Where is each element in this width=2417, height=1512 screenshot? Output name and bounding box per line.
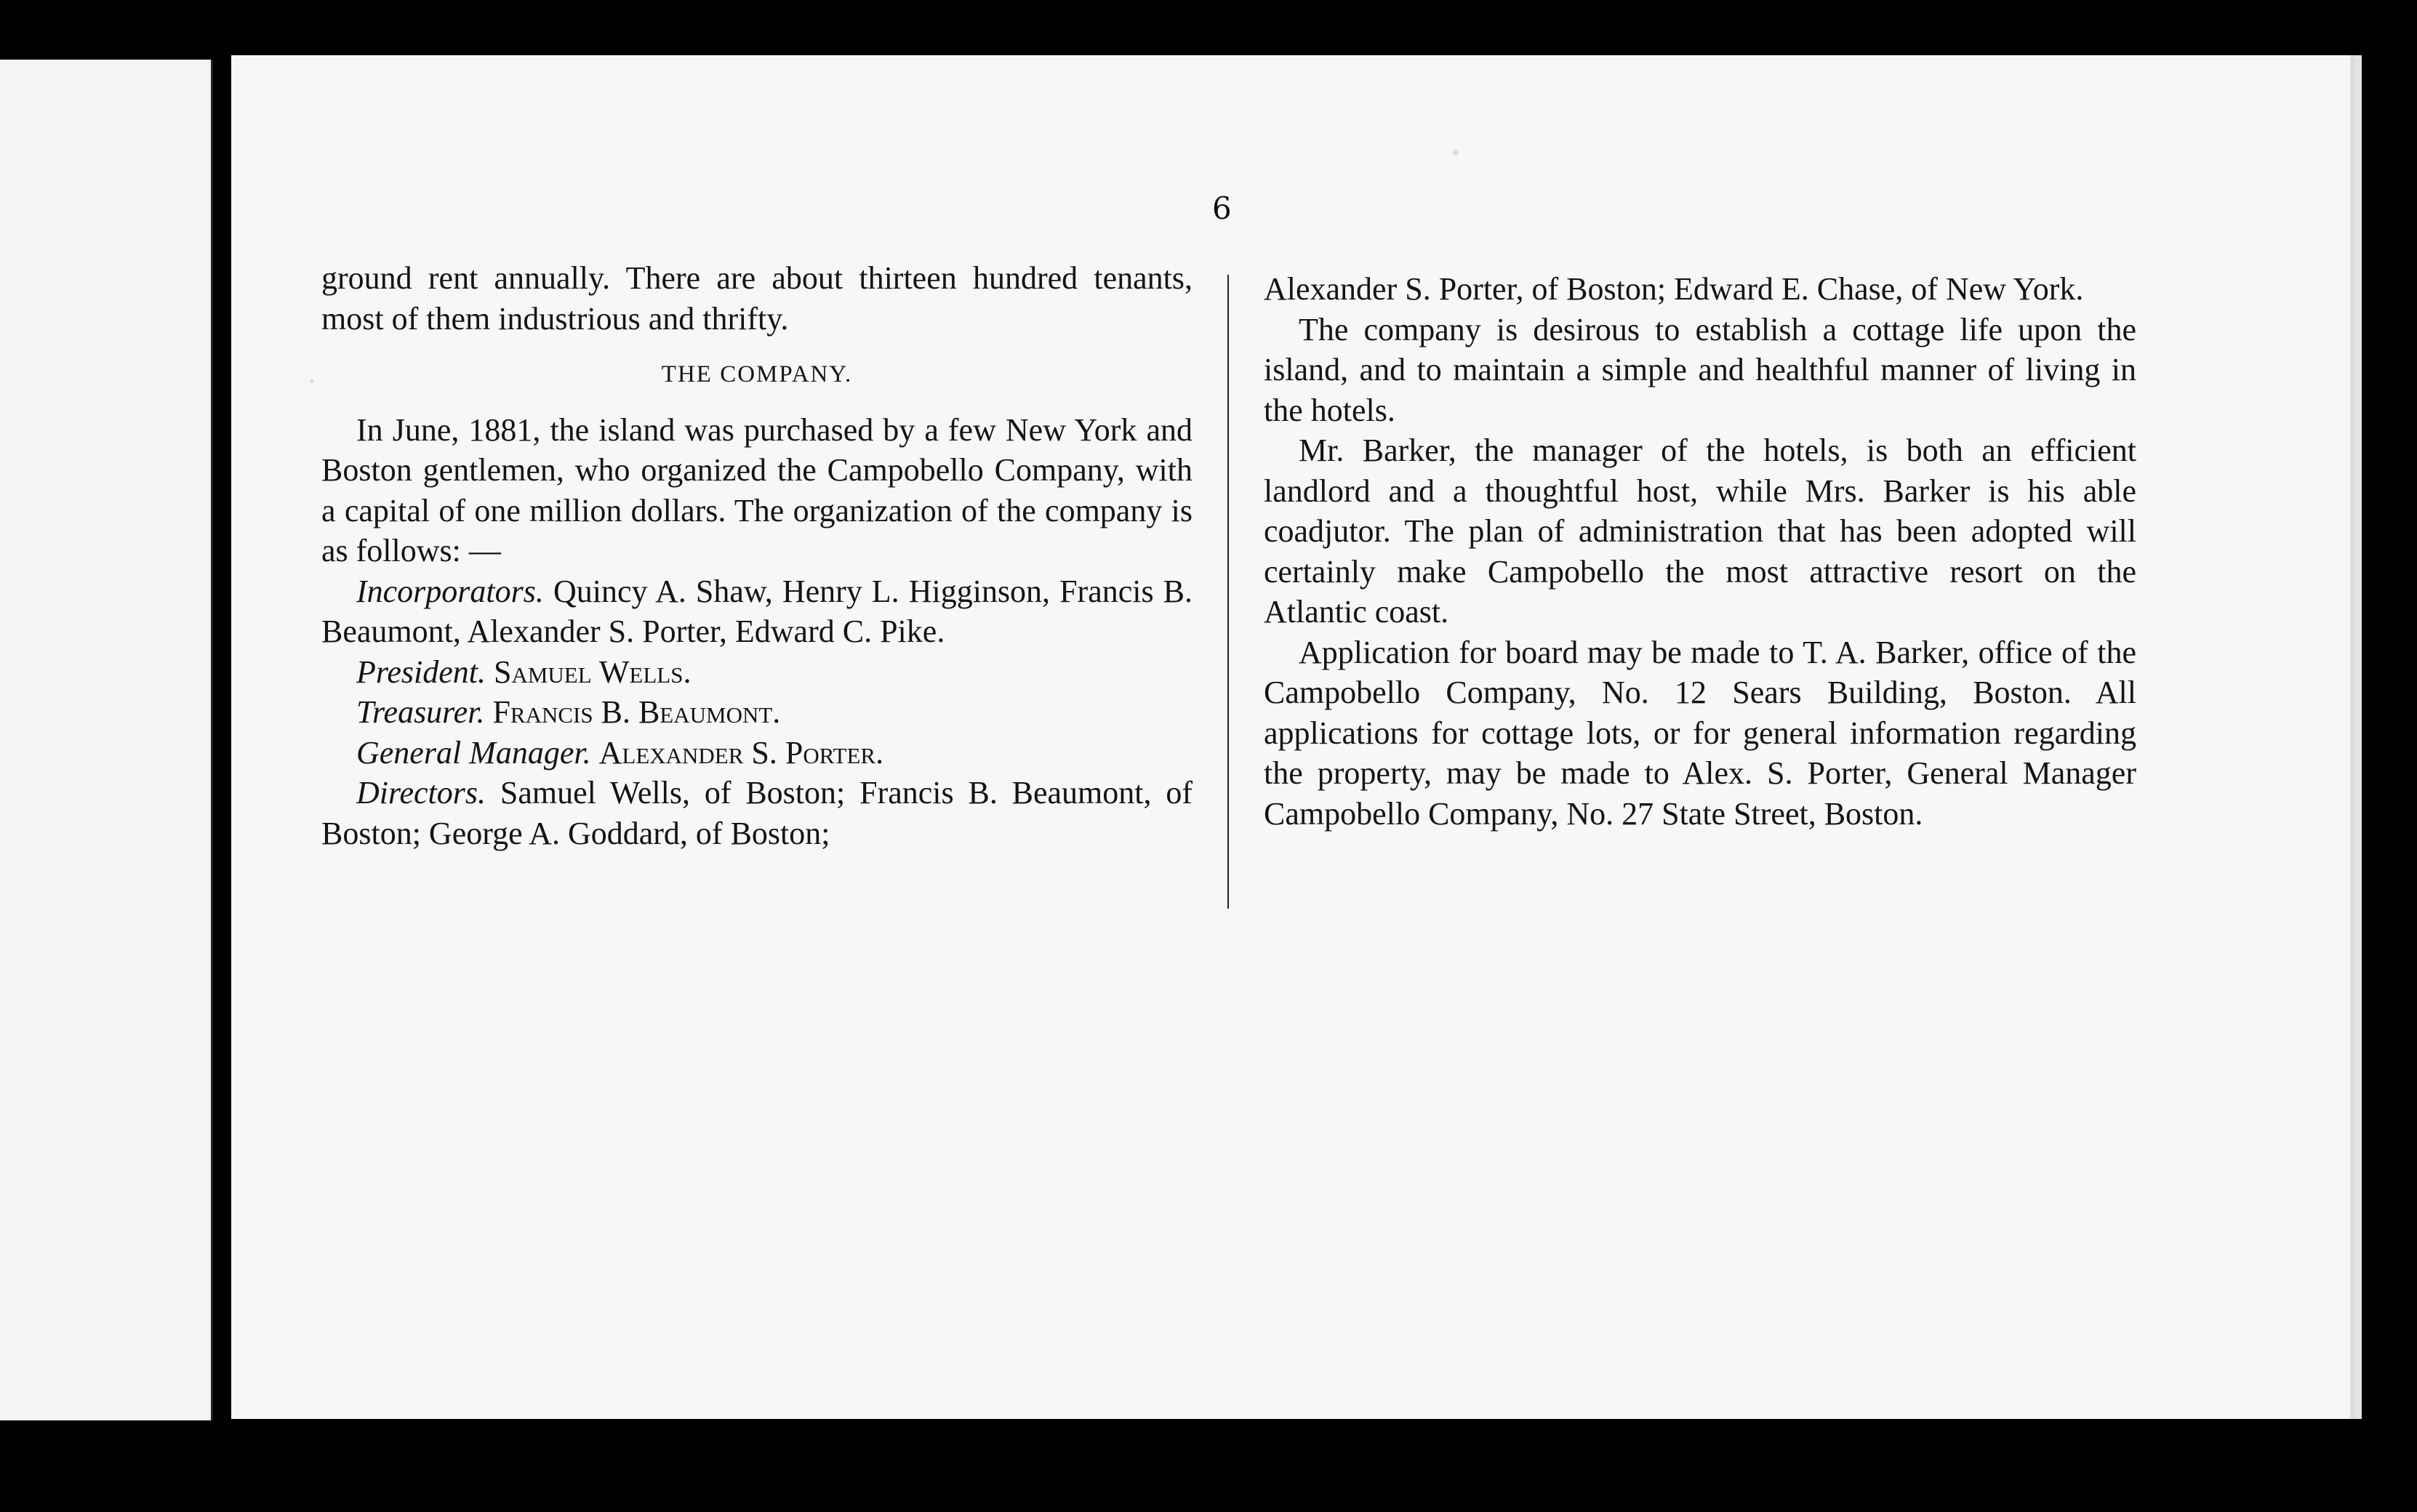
- directors-names: Samuel Wells, of Boston; Francis B. Beaumont, of Boston; George A. Goddard, of Boston;: [321, 775, 1193, 851]
- hotel-manager-paragraph: Mr. Barker, the manager of the hotels, is both an efficient landlord and a thoughtful host, while Mrs. Barker is his able coadjutor. The plan of administration that has been adopted will certainly make Campobello the most attractive resort on the Atlantic coast.: [1264, 433, 2136, 630]
- general-manager-label: General Manager.: [356, 734, 591, 771]
- treasurer-entry: [321, 692, 1193, 733]
- incorporators-names: Quincy A. Shaw, Henry L. Higginson, Francis B. Beaumont, Alexander S. Porter, Edward C. Pike.: [321, 573, 1193, 649]
- continued-paragraph: ground rent annually. There are about thirteen hundred tenants, most of them industrious and thrifty.: [321, 260, 1193, 337]
- paper-speck: [1453, 150, 1459, 156]
- company-history-paragraph: In June, 1881, the island was purchased by a few New York and Boston gentlemen, who organized the Campobello Company, with a capital of one million dollars. The organization of the company is as follows: —: [321, 411, 1193, 568]
- section-heading: THE COMPANY.: [661, 361, 853, 387]
- page-number: 6: [1212, 190, 1232, 226]
- page-right-edge: [2354, 55, 2362, 1419]
- incorporators-entry: [321, 571, 1193, 652]
- president-name: Samuel Wells.: [494, 654, 692, 690]
- directors-continued-paragraph: Alexander S. Porter, of Boston; Edward E. Chase, of New York.: [1264, 271, 2084, 307]
- general-manager-name: Alexander S. Porter.: [598, 734, 884, 771]
- paper-speck: [310, 379, 314, 383]
- previous-page-edge: [0, 60, 213, 1420]
- cottage-life-paragraph: The company is desirous to establish a cottage life upon the island, and to maintain a simple and healthful manner of living in the hotels.: [1264, 311, 2136, 428]
- treasurer-label: Treasurer.: [356, 694, 485, 730]
- president-entry: [321, 652, 1193, 693]
- application-paragraph: Application for board may be made to T. A. Barker, office of the Campobello Company, No. 12 Sears Building, Boston. All applications for cottage lots, or for general information regarding the property, may be made to Alex. S. Porter, General Manager Campobello Company, No. 27 State Street, Boston.: [1264, 634, 2136, 832]
- directors-entry: [321, 773, 1193, 853]
- directors-label: Directors.: [356, 775, 486, 811]
- column-divider: [1227, 275, 1229, 909]
- incorporators-label: Incorporators.: [356, 573, 544, 609]
- treasurer-name: Francis B. Beaumont.: [492, 694, 781, 730]
- president-label: President.: [356, 654, 486, 690]
- left-text-column: [321, 258, 1193, 853]
- general-manager-entry: [321, 733, 1193, 773]
- right-text-column: [1264, 269, 2136, 834]
